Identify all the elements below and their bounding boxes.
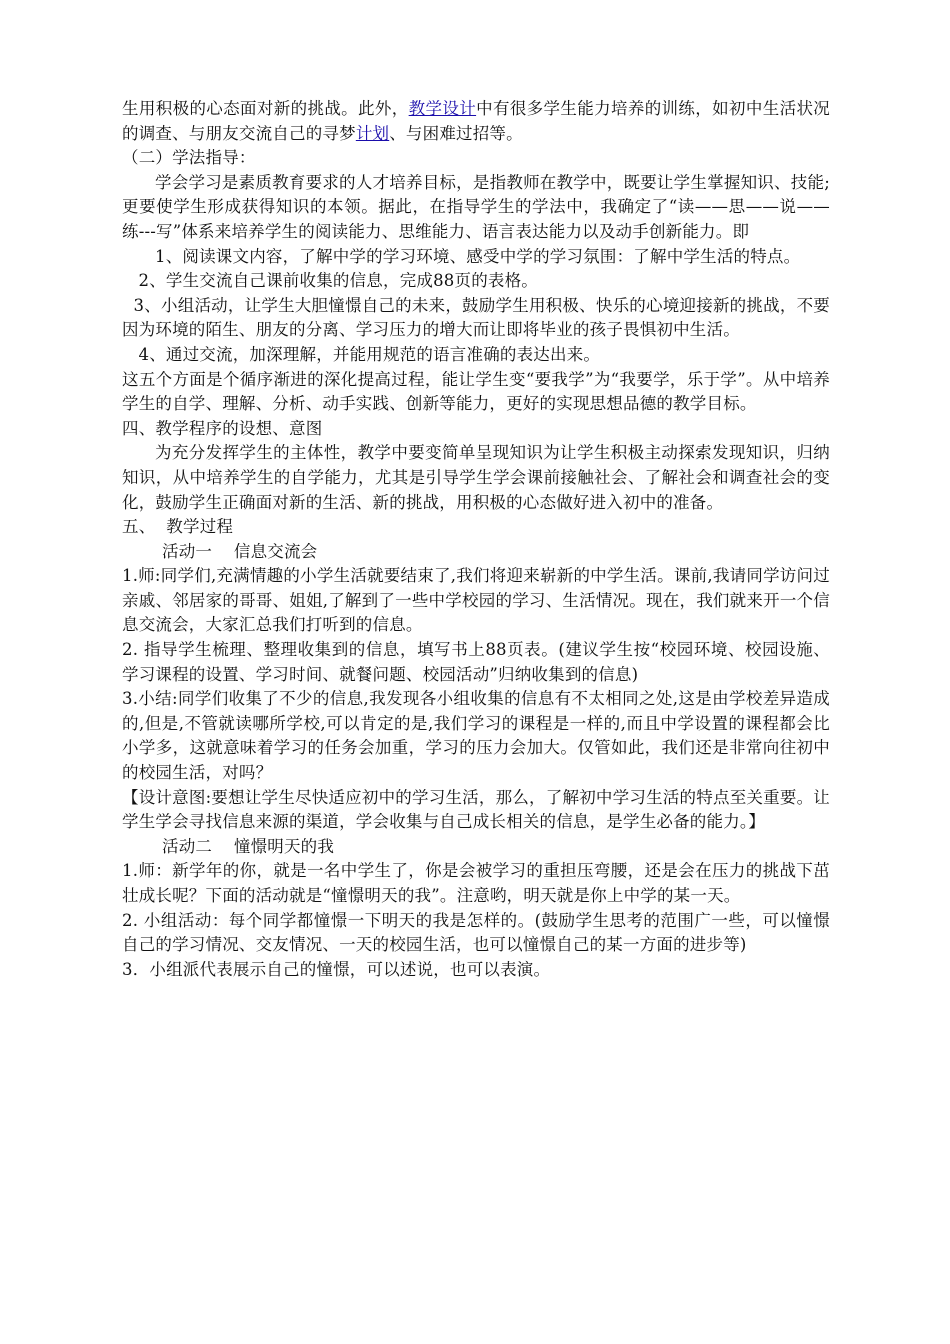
design-intent: 【设计意图:要想让学生尽快适应初中的学习生活，那么，了解初中学习生活的特点至关重要。让学生学会寻找信息来源的渠道，学会收集与自己成长相关的信息，是学生必备的能力。】: [122, 787, 830, 832]
activity-2-title: 活动二 憧憬明天的我: [162, 836, 335, 856]
activity-1-title: 活动一 信息交流会: [162, 541, 318, 561]
study-method-item-1: 1、阅读课文内容，了解中学的学习环境、感受中学的学习氛围：了解中学生活的特点。: [155, 246, 801, 266]
study-method-item-2: 2、学生交流自己课前收集的信息，完成88页的表格。: [138, 271, 538, 291]
paragraph-study-method-summary: 这五个方面是个循序渐进的深化提高过程，能让学生变“要我学”为“我要学，乐于学”。从中培养学生的自学、理解、分析、动手实践、创新等能力，更好的实现思想品德的教学目标。: [122, 369, 830, 414]
paragraph-study-method-intro: 学会学习是素质教育要求的人才培养目标，是指教师在教学中，既要让学生掌握知识、技能;更要使学生形成获得知识的本领。据此，在指导学生的学法中，我确定了“读——思——说——练---写”体系来培养学生的阅读能力、思维能力、语言表达能力以及动手创新能力。即: [122, 172, 830, 241]
intro-text-end: 、与困难过招等。: [389, 123, 523, 143]
activity-2-item-2: 2. 小组活动：每个同学都憧憬一下明天的我是怎样的。(鼓励学生思考的范围广一些，可以憧憬自己的学习情况、交友情况、一天的校园生活，也可以憧憬自己的某一方面的进步等): [122, 910, 830, 955]
link-teaching-design[interactable]: 教学设计: [408, 99, 477, 118]
activity-1-item-1: 1.师:同学们,充满情趣的小学生活就要结束了,我们将迎来崭新的中学生活。课前,我请同学访问过亲戚、邻居家的哥哥、姐姐,了解到了一些中学校园的学习、生活情况。现在，我们就来开一个信息交流会，大家汇总我们打听到的信息。: [122, 566, 830, 635]
paragraph-intro: [122, 97, 830, 146]
study-method-item-3: 3、小组活动，让学生大胆憧憬自己的未来，鼓励学生用积极、快乐的心境迎接新的挑战，不要因为环境的陌生、朋友的分离、学习压力的增大而让即将毕业的孩子畏惧初中生活。: [122, 295, 830, 340]
activity-2-item-1: 1.师：新学年的你，就是一名中学生了，你是会被学习的重担压弯腰，还是会在压力的挑战下茁壮成长呢？下面的活动就是“憧憬明天的我”。注意哟，明天就是你上中学的某一天。: [122, 861, 830, 905]
activity-1-item-2: 2. 指导学生梳理、整理收集到的信息，填写书上88页表。(建议学生按“校园环境、校园设施、学习课程的设置、学习时间、就餐问题、校园活动”归纳收集到的信息): [122, 640, 830, 684]
intro-text-middle: 中有很多学生能力培养的训练，如初中生活状况的调查、与朋友交流自己的寻梦: [122, 99, 831, 143]
heading-section-4: 四、教学程序的设想、意图: [122, 418, 323, 438]
study-method-item-4: 4、通过交流，加深理解，并能用规范的语言准确的表达出来。: [138, 344, 601, 364]
link-plan[interactable]: 计划: [355, 123, 390, 143]
heading-section-5: 五、 教学过程: [122, 517, 234, 537]
activity-1-item-3: 3.小结:同学们收集了不少的信息,我发现各小组收集的信息有不太相同之处,这是由学校差异造成的,但是,不管就读哪所学校,可以肯定的是,我们学习的课程是一样的,而且中学设置的课程都会比小学多，这就意味着学习的任务会加重，学习的压力会加大。仅管如此，我们还是非常向往初中的校园生活，对吗？: [122, 689, 830, 783]
heading-study-method: （二）学法指导：: [122, 148, 256, 168]
activity-2-item-3: 3．小组派代表展示自己的憧憬，可以述说，也可以表演。: [122, 959, 551, 979]
intro-text: 生用积极的心态面对新的挑战。此外，: [122, 99, 409, 118]
paragraph-section-4: 为充分发挥学生的主体性，教学中要变简单呈现知识为让学生积极主动探索发现知识，归纳知识，从中培养学生的自学能力，尤其是引导学生学会课前接触社会、了解社会和调查社会的变化，鼓励学生正确面对新的生活、新的挑战，用积极的心态做好进入初中的准备。: [122, 443, 830, 512]
